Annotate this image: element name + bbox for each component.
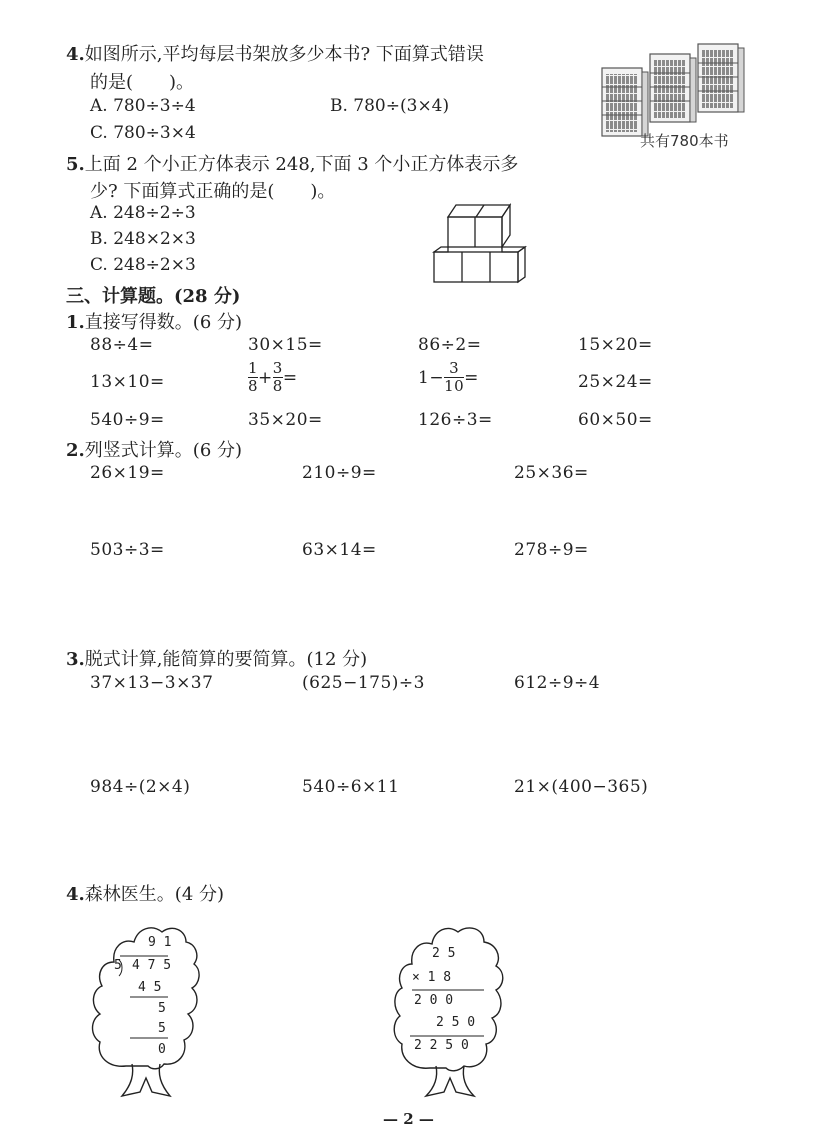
- q5-option-b[interactable]: B. 248×2×3: [90, 229, 196, 249]
- tree2-partial2: 2 5 0: [436, 1015, 476, 1030]
- tree2-top: 2 5: [432, 946, 456, 961]
- p3-r1-a: 37×13−3×37: [90, 673, 214, 693]
- tree2-sum: 2 2 5 0: [414, 1038, 469, 1053]
- frac-den: 8: [272, 377, 283, 395]
- fraction-3-10: [444, 360, 464, 395]
- tree-1-icon: [86, 908, 201, 1103]
- p2-number: 2.: [66, 440, 85, 461]
- p1-title-row: [66, 308, 242, 334]
- tree-1-division: [86, 908, 201, 1103]
- p3-r1-c: 612÷9÷4: [514, 673, 601, 693]
- p3-title: 脱式计算,能简算的要简算。(12 分): [84, 649, 368, 670]
- tree1-divisor: 5: [114, 958, 122, 973]
- p4-number: 4.: [66, 884, 85, 905]
- q5-number: 5.: [66, 154, 85, 175]
- q4-number: 4.: [66, 44, 85, 65]
- frac-num: 3: [449, 359, 460, 377]
- p3-r1-b: (625−175)÷3: [302, 673, 425, 693]
- p1-r3-d: 60×50=: [578, 410, 653, 430]
- tree1-step3: 5: [158, 1021, 166, 1036]
- tree1-step2: 5: [158, 1001, 166, 1016]
- frac-num: 1: [248, 359, 259, 377]
- q4-option-c[interactable]: C. 780÷3×4: [90, 123, 196, 143]
- p1-r3-c: 126÷3=: [418, 410, 493, 430]
- p3-number: 3.: [66, 649, 85, 670]
- p2-r1-a: 26×19=: [90, 463, 165, 483]
- q4-option-a[interactable]: A. 780÷3÷4: [90, 96, 196, 116]
- p1-title: 直接写得数。(6 分): [84, 312, 243, 333]
- q4-text: 如图所示,平均每层书架放多少本书? 下面算式错误: [84, 44, 484, 65]
- p3-r2-b: 540÷6×11: [302, 777, 400, 797]
- tree2-partial1: 2 0 0: [414, 993, 454, 1008]
- q5-line2: 少? 下面算式正确的是( )。: [90, 181, 336, 202]
- q5-line1: [66, 150, 518, 176]
- p2-r2-a: 503÷3=: [90, 540, 165, 560]
- frac-den: 10: [444, 377, 465, 395]
- p2-title-row: [66, 436, 242, 462]
- tree2-mult: × 1 8: [412, 970, 452, 985]
- p2-title: 列竖式计算。(6 分): [84, 440, 243, 461]
- fraction-1-8: [248, 360, 258, 395]
- p2-r1-b: 210÷9=: [302, 463, 377, 483]
- tree1-step1: 4 5: [138, 980, 162, 995]
- frac-den: 8: [248, 377, 259, 395]
- frac-num: 3: [272, 359, 283, 377]
- tree1-quotient: 9 1: [148, 935, 172, 950]
- page-number: — 2 —: [383, 1110, 434, 1128]
- p1-r2-a: 13×10=: [90, 372, 165, 392]
- p1-r1-c: 86÷2=: [418, 335, 482, 355]
- p1-r2-d: 25×24=: [578, 372, 653, 392]
- p3-r2-a: 984÷(2×4): [90, 777, 191, 797]
- fraction-3-8: [273, 360, 283, 395]
- p1-r2-c: [418, 360, 479, 395]
- equals-sign: =: [282, 367, 298, 388]
- tree1-dividend: 4 7 5: [132, 958, 172, 973]
- q5-text: 上面 2 个小正方体表示 248,下面 3 个小正方体表示多: [84, 154, 519, 175]
- p4-title: 森林医生。(4 分): [84, 884, 225, 905]
- p1-r3-a: 540÷9=: [90, 410, 165, 430]
- p1-r1-b: 30×15=: [248, 335, 323, 355]
- bookshelves-caption: 共有780本书: [640, 132, 729, 150]
- p1-number: 1.: [66, 312, 85, 333]
- section-3-title: 三、计算题。(28 分): [66, 286, 241, 307]
- q4-option-b[interactable]: B. 780÷(3×4): [330, 96, 450, 116]
- q5-option-a[interactable]: A. 248÷2÷3: [90, 203, 196, 223]
- equals-sign: =: [464, 367, 479, 388]
- p2-r2-c: 278÷9=: [514, 540, 589, 560]
- p1-r1-d: 15×20=: [578, 335, 653, 355]
- p4-title-row: [66, 880, 224, 906]
- q4-line1: [66, 40, 484, 66]
- q5-option-c[interactable]: C. 248÷2×3: [90, 255, 196, 275]
- p2-r2-b: 63×14=: [302, 540, 377, 560]
- tree-2-multiplication: [388, 908, 508, 1103]
- p3-r2-c: 21×(400−365): [514, 777, 649, 797]
- p2-r1-c: 25×36=: [514, 463, 589, 483]
- cubes-figure: [430, 200, 540, 290]
- one-minus: 1−: [418, 367, 445, 388]
- tree1-remainder: 0: [158, 1042, 166, 1057]
- p1-r2-b: [248, 360, 298, 395]
- p1-r3-b: 35×20=: [248, 410, 323, 430]
- plus-sign: +: [258, 367, 273, 388]
- q4-line2: 的是( )。: [90, 72, 195, 93]
- p1-r1-a: 88÷4=: [90, 335, 154, 355]
- p3-title-row: [66, 645, 367, 671]
